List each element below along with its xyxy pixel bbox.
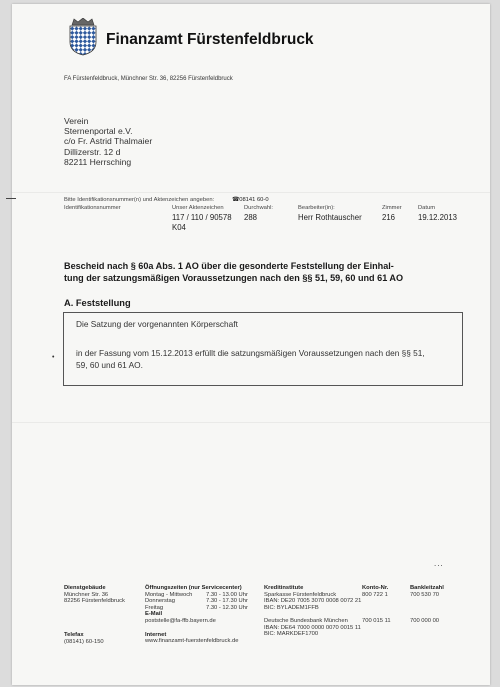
account-number: 700 015 11 (362, 617, 391, 624)
zimmer-value: 216 (382, 213, 396, 222)
account-number: 800 722 1 (362, 591, 388, 598)
footer-building (64, 585, 125, 605)
bearbeiter-label: Bearbeiter(in): (298, 205, 335, 211)
subject-line: tung der satzungsmäßigen Voraussetzungen nach den §§ 51, 59, 60 und 61 AO (64, 273, 404, 284)
footer-line: Sparkasse Fürstenfeldbruck (264, 591, 337, 598)
section-heading: A. Feststellung (64, 298, 131, 308)
footer-heading: Internet (145, 631, 167, 638)
footer-line: 82256 Fürstenfeldbruck (64, 598, 125, 605)
footer-line: 7.30 - 17.30 Uhr (206, 598, 248, 605)
footer-fax (64, 632, 104, 645)
recipient-line: c/o Fr. Astrid Thalmaier (64, 136, 153, 147)
footer-line: BIC: BYLADEM1FFB (264, 604, 319, 611)
footer-line: Deutsche Bundesbank München (264, 617, 348, 624)
footer-banks (264, 585, 361, 638)
footer-heading: E-Mail (145, 611, 163, 618)
datum-value: 19.12.2013 (418, 213, 458, 222)
footer-line: 7.30 - 13.00 Uhr (206, 591, 248, 598)
fold-mark (12, 422, 490, 423)
statement-text (76, 347, 425, 371)
email-address: poststelle@fa-ffb.bayern.de (145, 617, 216, 624)
footer-line: BIC: MARKDEF1700 (264, 631, 319, 638)
footer-heading: Öffnungszeiten (nur Servicecenter) (145, 585, 242, 591)
datum-label: Datum (418, 205, 436, 211)
footer-hours-times (206, 592, 248, 612)
recipient-line: 82211 Herrsching (64, 156, 132, 167)
recipient-line: Sternenportal e.V. (64, 126, 133, 137)
bavarian-crest-icon (68, 18, 98, 56)
aktenzeichen-label: Unser Aktenzeichen (172, 205, 224, 211)
footer-line: Donnerstag (145, 598, 175, 605)
fold-mark (12, 192, 490, 193)
footer-line: Montag - Mittwoch (145, 591, 193, 598)
subject (64, 260, 403, 284)
footer-heading: Kreditinstitute (264, 585, 304, 591)
durchwahl-value: 288 (244, 213, 258, 222)
phone-number: ☎08141 60-0 (232, 197, 269, 203)
bullet-mark: • (52, 354, 55, 361)
fold-dash (6, 198, 16, 199)
aktenzeichen-suffix: K04 (172, 223, 186, 232)
authority-name: Finanzamt Fürstenfeldbruck (106, 31, 314, 48)
reference-intro: Bitte Identifikationsnummer(n) und Aktenzeichen angeben: (64, 197, 215, 203)
footer-heading: Telefax (64, 632, 84, 638)
fax-number: (08141) 60-150 (64, 638, 104, 645)
footer-line: Freitag (145, 604, 164, 611)
recipient-line: Dillizerstr. 12 d (64, 146, 121, 157)
footer-heading: Dienstgebäude (64, 585, 106, 591)
statement-line: 59, 60 und 61 AO. (76, 360, 143, 370)
recipient-address (64, 116, 244, 167)
statement-box (52, 312, 463, 386)
website-address: www.finanzamt-fuerstenfeldbruck.de (145, 638, 239, 645)
id-label: Identifikationsnummer (64, 205, 121, 211)
subject-line: Bescheid nach § 60a Abs. 1 AO über die gesonderte Feststellung der Einhal- (64, 261, 394, 271)
zimmer-label: Zimmer (382, 205, 402, 211)
footer-line: IBAN: DE20 7005 3070 0008 0072 21 (264, 598, 362, 605)
footer-accounts (362, 585, 391, 625)
durchwahl-label: Durchwahl: (244, 205, 273, 211)
letter-page (12, 4, 490, 685)
bank-code: 700 530 70 (410, 591, 440, 598)
statement-line: in der Fassung vom 15.12.2013 erfüllt die satzungsmäßigen Voraussetzungen nach den §§ 51, (76, 348, 425, 358)
footer-heading: Bankleitzahl (410, 585, 444, 591)
footer-heading: Konto-Nr. (362, 585, 389, 591)
bearbeiter-value: Herr Rothtauscher (298, 213, 362, 222)
continuation-mark: ... (434, 559, 444, 568)
footer-line: IBAN: DE64 7000 0000 0070 0015 11 (264, 624, 361, 631)
footer-line: 7.30 - 12.30 Uhr (206, 604, 248, 611)
recipient-line: Verein (64, 116, 89, 126)
aktenzeichen-value: 117 / 110 / 90578 (172, 213, 232, 222)
bank-code: 700 000 00 (410, 617, 440, 624)
footer-line: Münchner Str. 36 (64, 591, 109, 598)
footer-blz (410, 585, 444, 625)
sender-line: FA Fürstenfeldbruck, Münchner Str. 36, 82256 Fürstenfeldbruck (64, 76, 233, 82)
statement-line: Die Satzung der vorgenannten Körperschaft (76, 319, 238, 329)
